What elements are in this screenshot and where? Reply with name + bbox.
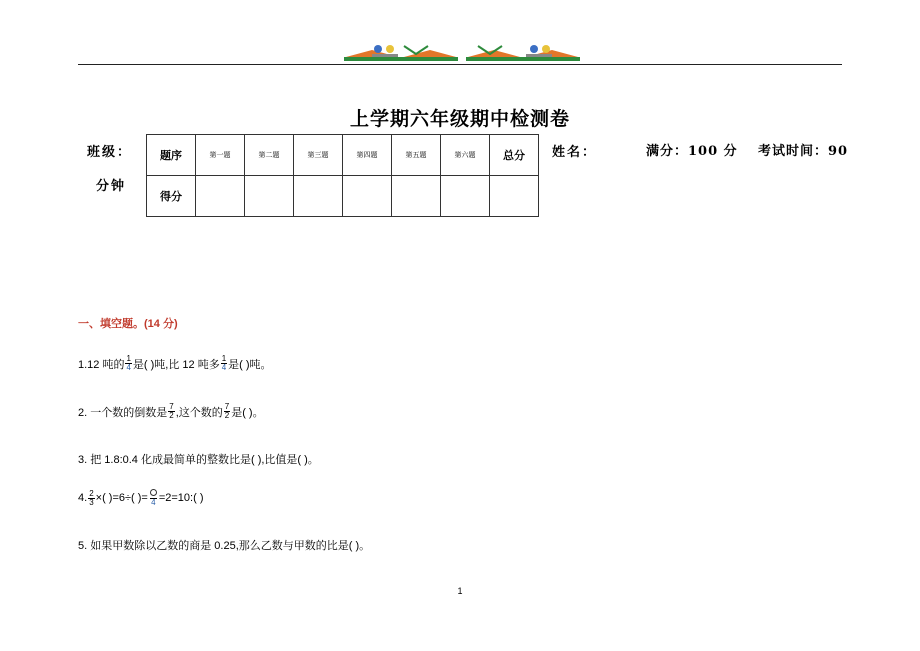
page-number: 1 xyxy=(457,586,463,596)
fraction xyxy=(125,355,131,372)
question-text: ,这个数的 xyxy=(175,406,223,419)
score-cell[interactable] xyxy=(294,176,343,217)
page-title: 上学期六年级期中检测卷 xyxy=(349,108,570,130)
question-1 xyxy=(78,355,272,372)
question-text: 4. xyxy=(78,492,88,504)
column-header: 第四题 xyxy=(343,135,392,176)
question-text: 3. 把 1.8:0.4 化成最简单的整数比是( ),比值是( )。 xyxy=(78,454,319,466)
total-header: 总分 xyxy=(490,135,539,176)
question-4 xyxy=(78,489,203,507)
table-row xyxy=(147,135,539,176)
fraction xyxy=(224,403,230,420)
row-label-score: 得分 xyxy=(147,176,196,217)
score-cell[interactable] xyxy=(490,176,539,217)
fraction xyxy=(221,355,227,372)
question-text: 5. 如果甲数除以乙数的商是 0.25,那么乙数与甲数的比是( )。 xyxy=(78,540,371,552)
score-cell[interactable] xyxy=(343,176,392,217)
question-text: 是( )吨。 xyxy=(228,358,272,371)
column-header: 第六题 xyxy=(441,135,490,176)
numerator: 7 xyxy=(224,402,230,411)
books-logo-icon xyxy=(464,44,582,62)
numerator: 1 xyxy=(221,354,227,363)
column-header: 第五题 xyxy=(392,135,441,176)
question-text: 2. 一个数的倒数是 xyxy=(78,406,168,419)
section-title: 一、填空题。(14 分) xyxy=(78,318,178,330)
minute-label: 分钟 xyxy=(96,179,127,194)
blank-circle-icon xyxy=(150,489,157,496)
column-header: 第三题 xyxy=(294,135,343,176)
fraction xyxy=(149,489,158,507)
numerator: 1 xyxy=(126,354,131,363)
fraction xyxy=(88,490,94,507)
question-text: ×( )=6÷( )= xyxy=(95,492,148,504)
numerator-blank[interactable] xyxy=(149,489,158,498)
question-3 xyxy=(78,451,319,467)
question-text: 是( )吨,比 12 吨多 xyxy=(132,358,220,371)
books-logo-icon xyxy=(342,44,460,62)
numerator: 7 xyxy=(169,402,174,411)
denominator: 4 xyxy=(126,363,131,372)
question-5 xyxy=(78,537,370,553)
score-cell[interactable] xyxy=(392,176,441,217)
score-cell[interactable] xyxy=(245,176,294,217)
score-table xyxy=(146,134,539,217)
denominator: 4 xyxy=(221,363,227,372)
column-header: 第一题 xyxy=(196,135,245,176)
question-text: 1.12 吨的 xyxy=(78,358,125,371)
row-label-question-order: 题序 xyxy=(147,135,196,176)
table-row xyxy=(147,176,539,217)
full-score-label: 满分：100 分 xyxy=(646,144,738,159)
question-2 xyxy=(78,403,264,420)
question-text: =2=10:( ) xyxy=(158,492,204,504)
name-label: 姓名： xyxy=(552,145,598,160)
fraction xyxy=(168,403,174,420)
denominator: 2 xyxy=(224,411,230,420)
column-header: 第二题 xyxy=(245,135,294,176)
score-cell[interactable] xyxy=(441,176,490,217)
exam-time-label: 考试时间：90 xyxy=(758,144,849,159)
question-text: 是( )。 xyxy=(231,406,264,419)
denominator: 4 xyxy=(151,498,156,507)
score-cell[interactable] xyxy=(196,176,245,217)
numerator: 2 xyxy=(89,488,94,498)
class-label: 班级： xyxy=(87,145,133,160)
header-rule xyxy=(78,64,842,65)
denominator: 3 xyxy=(89,497,94,507)
denominator: 2 xyxy=(169,411,174,420)
